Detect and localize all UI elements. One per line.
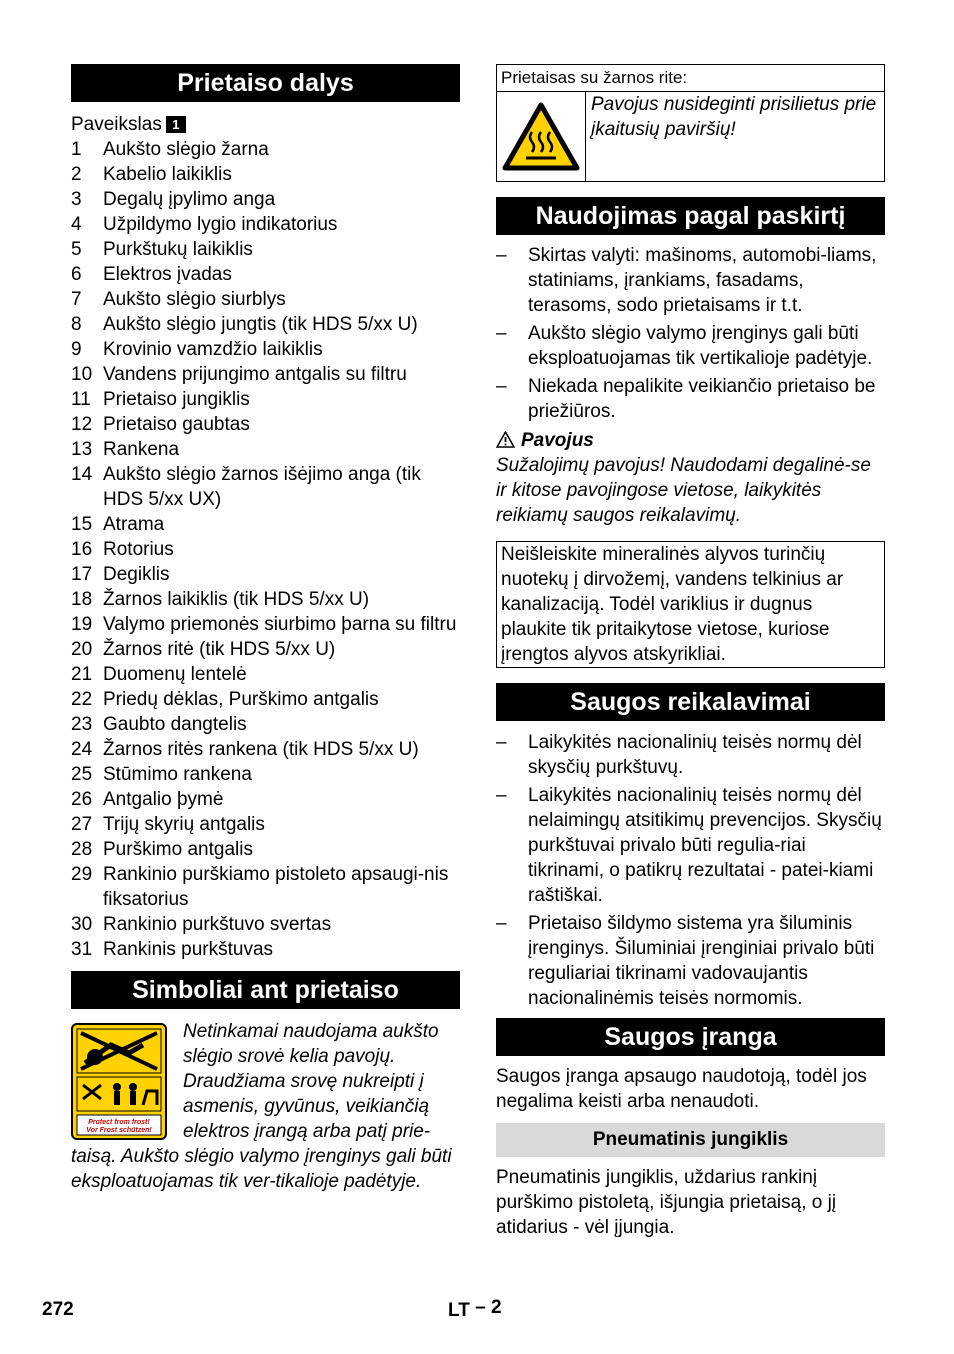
part-number: 29	[71, 864, 93, 885]
safety-requirement-item	[496, 911, 885, 1011]
pneumatic-switch-heading: Pneumatinis jungiklis	[496, 1123, 885, 1157]
part-text: Aukšto slėgio žarnos išėjimo anga (tik HDS 5/xx UX)	[103, 464, 421, 510]
parts-list-item	[71, 662, 460, 687]
part-number: 23	[71, 714, 93, 735]
part-number: 21	[71, 664, 93, 685]
part-number: 19	[71, 614, 93, 635]
part-number: 16	[71, 539, 93, 560]
part-number: 7	[71, 289, 82, 310]
part-text: Kabelio laikiklis	[103, 164, 232, 185]
parts-list-item	[71, 287, 460, 312]
parts-list-item	[71, 262, 460, 287]
part-text: Purškimo antgalis	[103, 839, 253, 860]
protect-label-text-de: Vor Frost schützen!	[86, 1127, 152, 1134]
high-pressure-warning-label-icon	[71, 1023, 167, 1140]
danger-title: Pavojus	[521, 430, 594, 451]
part-text: Rankinio purškiamo pistoleto apsaugi-nis fiksatorius	[103, 864, 449, 910]
part-number: 24	[71, 739, 93, 760]
list-item-text: Laikykitės nacionalinių teisės normų dėl skysčių purkštuvų.	[528, 732, 862, 778]
part-number: 11	[71, 389, 91, 410]
part-text: Rankinio purkštuvo svertas	[103, 914, 332, 935]
parts-list-item	[71, 512, 460, 537]
parts-list-item	[71, 812, 460, 837]
safety-requirement-item	[496, 783, 885, 908]
safety-requirement-item	[496, 730, 885, 780]
part-number: 8	[71, 314, 82, 335]
footer-language	[448, 1297, 502, 1322]
part-number: 17	[71, 564, 93, 585]
parts-list-item	[71, 412, 460, 437]
parts-list-item	[71, 562, 460, 587]
part-text: Rankena	[103, 439, 180, 460]
safety-equipment-text: Saugos įranga apsaugo naudotoją, todėl jos negalima keisti arba nenaudoti.	[496, 1066, 867, 1112]
part-number: 27	[71, 814, 93, 835]
intended-use-item	[496, 374, 885, 424]
parts-list-item	[71, 712, 460, 737]
table-head: Prietaisas su žarnos rite:	[497, 65, 884, 92]
table-row	[497, 92, 884, 181]
intended-use-item	[496, 243, 885, 318]
danger-text: Sužalojimų pavojus! Naudodami degalinė-se ir kitose pavojingose vietose, laikykitės reikiamų saugos reikalavimų.	[496, 455, 871, 526]
right-column	[496, 64, 885, 1240]
part-number: 9	[71, 339, 82, 360]
figure-label: Paveikslas	[71, 114, 162, 135]
parts-list-item	[71, 387, 460, 412]
section-page: – 2	[475, 1297, 502, 1318]
list-item-text: Prietaiso šildymo sistema yra šiluminis įrenginys. Šiluminiai įrenginiai privalo būti reguliariai tikrinami vadovaujantis nacionalinėmis teisės normomis.	[528, 913, 875, 1009]
dash-bullet: –	[496, 245, 507, 266]
part-text: Valymo priemonės siurbimo þarna su filtru	[103, 614, 457, 635]
dash-bullet: –	[496, 785, 507, 806]
dash-bullet: –	[496, 732, 507, 753]
parts-list-item	[71, 587, 460, 612]
left-column	[71, 64, 460, 1194]
parts-list-item	[71, 462, 460, 512]
danger-title-line	[496, 428, 885, 453]
part-text: Aukšto slėgio žarna	[103, 139, 269, 160]
symbols-block	[71, 1019, 460, 1194]
intended-use-heading: Naudojimas pagal paskirtį	[496, 197, 885, 235]
hot-surface-warning-icon	[502, 102, 580, 172]
part-text: Trijų skyrių antgalis	[103, 814, 265, 835]
parts-list-item	[71, 687, 460, 712]
parts-list-item	[71, 437, 460, 462]
parts-list-item	[71, 612, 460, 637]
part-text: Žarnos ritės rankena (tik HDS 5/xx U)	[103, 739, 419, 760]
part-text: Atrama	[103, 514, 165, 535]
part-text: Prietaiso jungiklis	[103, 389, 250, 410]
part-text: Vandens prijungimo antgalis su filtru	[103, 364, 407, 385]
part-number: 14	[71, 464, 93, 485]
part-text: Žarnos laikiklis (tik HDS 5/xx U)	[103, 589, 370, 610]
parts-list-item	[71, 237, 460, 262]
parts-list-item	[71, 737, 460, 762]
part-text: Aukšto slėgio jungtis (tik HDS 5/xx U)	[103, 314, 418, 335]
part-text: Rankinis purkštuvas	[103, 939, 274, 960]
parts-list-item	[71, 537, 460, 562]
part-text: Purkštukų laikiklis	[103, 239, 253, 260]
part-number: 6	[71, 264, 82, 285]
part-text: Stūmimo rankena	[103, 764, 252, 785]
dash-bullet: –	[496, 323, 507, 344]
part-number: 30	[71, 914, 93, 935]
parts-list-item	[71, 762, 460, 787]
part-text: Elektros įvadas	[103, 264, 232, 285]
parts-list	[71, 137, 460, 962]
parts-list-item	[71, 637, 460, 662]
parts-heading: Prietaiso dalys	[71, 64, 460, 102]
part-number: 22	[71, 689, 93, 710]
part-number: 20	[71, 639, 93, 660]
part-text: Žarnos ritė (tik HDS 5/xx U)	[103, 639, 336, 660]
part-number: 1	[71, 139, 82, 160]
part-number: 25	[71, 764, 93, 785]
parts-list-item	[71, 187, 460, 212]
parts-list-item	[71, 937, 460, 962]
parts-list-item	[71, 162, 460, 187]
list-item-text: Laikykitės nacionalinių teisės normų dėl nelaimingų atsitikimų prevencijos. Skysčių purkštuvai privalo būti regulia-riai tikrinami, o patikrų rezultatai - patei-kiami raštiškai.	[528, 785, 882, 906]
parts-list-item	[71, 312, 460, 337]
part-text: Aukšto slėgio siurblys	[103, 289, 286, 310]
part-number: 2	[71, 164, 82, 185]
parts-list-item	[71, 837, 460, 862]
part-number: 31	[71, 939, 93, 960]
dash-bullet: –	[496, 913, 507, 934]
part-number: 4	[71, 214, 82, 235]
part-number: 28	[71, 839, 93, 860]
parts-list-item	[71, 137, 460, 162]
part-number: 10	[71, 364, 93, 385]
pneumatic-switch-text: Pneumatinis jungiklis, uždarius rankinį purškimo pistoletą, išjungia prietaisą, o jį atidarius - vėl įjungia.	[496, 1167, 837, 1238]
part-number: 15	[71, 514, 93, 535]
protect-label-text: Protect from frost!	[88, 1119, 150, 1126]
parts-list-item	[71, 212, 460, 237]
safety-requirements-list	[496, 730, 885, 1011]
part-number: 13	[71, 439, 93, 460]
part-text: Antgalio þymė	[103, 789, 224, 810]
part-text: Rotorius	[103, 539, 174, 560]
part-number: 5	[71, 239, 82, 260]
symbols-heading: Simboliai ant prietaiso	[71, 971, 460, 1009]
figure-number-box: 1	[166, 116, 186, 133]
part-number: 3	[71, 189, 82, 210]
dash-bullet: –	[496, 376, 507, 397]
symbols-text: Netinkamai naudojama aukšto slėgio srovė kelia pavojų. Draudžiama srovę nukreipti į asmenis, gyvūnus, veikiančią elektros įrangą arba patį prie-taisą. Aukšto slėgio valymo įrenginys gali būti eksploatuojamas tik ver-tikalioje padėtyje.	[71, 1021, 452, 1192]
list-item-text: Niekada nepalikite veikiančio prietaiso be priežiūros.	[528, 376, 876, 422]
safety-requirements-heading: Saugos reikalavimai	[496, 683, 885, 721]
part-text: Duomenų lentelė	[103, 664, 247, 685]
parts-list-item	[71, 337, 460, 362]
part-text: Užpildymo lygio indikatorius	[103, 214, 338, 235]
intended-use-item	[496, 321, 885, 371]
page-number: 272	[42, 1299, 74, 1320]
part-number: 18	[71, 589, 93, 610]
part-text: Krovinio vamzdžio laikiklis	[103, 339, 323, 360]
part-text: Priedų dėklas, Purškimo antgalis	[103, 689, 379, 710]
oil-notice-box: Neišleiskite mineralinės alyvos turinčių nuotekų į dirvožemį, vandens telkinius ar kanalizaciją. Todėl variklius ir dugnus plaukite tik pritaikytose vietose, kuriose įrengtos alyvos atskyrikliai.	[496, 541, 885, 668]
list-item-text: Skirtas valyti: mašinoms, automobi-liams, statiniams, įrankiams, fasadams, terasoms, sodo prietaisams ir t.t.	[528, 245, 877, 316]
list-item-text: Aukšto slėgio valymo įrenginys gali būti eksploatuojamas tik vertikalioje padėtyje.	[528, 323, 873, 369]
parts-list-item	[71, 362, 460, 387]
language-code: LT	[448, 1300, 470, 1321]
part-text: Prietaiso gaubtas	[103, 414, 250, 435]
parts-list-item	[71, 912, 460, 937]
table-icon-cell	[497, 92, 586, 181]
parts-list-item	[71, 787, 460, 812]
safety-equipment-heading: Saugos įranga	[496, 1018, 885, 1056]
part-text: Degiklis	[103, 564, 170, 585]
part-number: 12	[71, 414, 93, 435]
hose-reel-table	[496, 64, 885, 182]
part-number: 26	[71, 789, 93, 810]
table-text: Pavojus nusideginti prisilietus prie įkaitusių paviršių!	[591, 94, 877, 140]
figure-reference	[71, 112, 460, 137]
warning-triangle-icon	[496, 431, 515, 448]
intended-use-list	[496, 243, 885, 424]
part-text: Degalų įpylimo anga	[103, 189, 276, 210]
parts-list-item	[71, 862, 460, 912]
part-text: Gaubto dangtelis	[103, 714, 247, 735]
